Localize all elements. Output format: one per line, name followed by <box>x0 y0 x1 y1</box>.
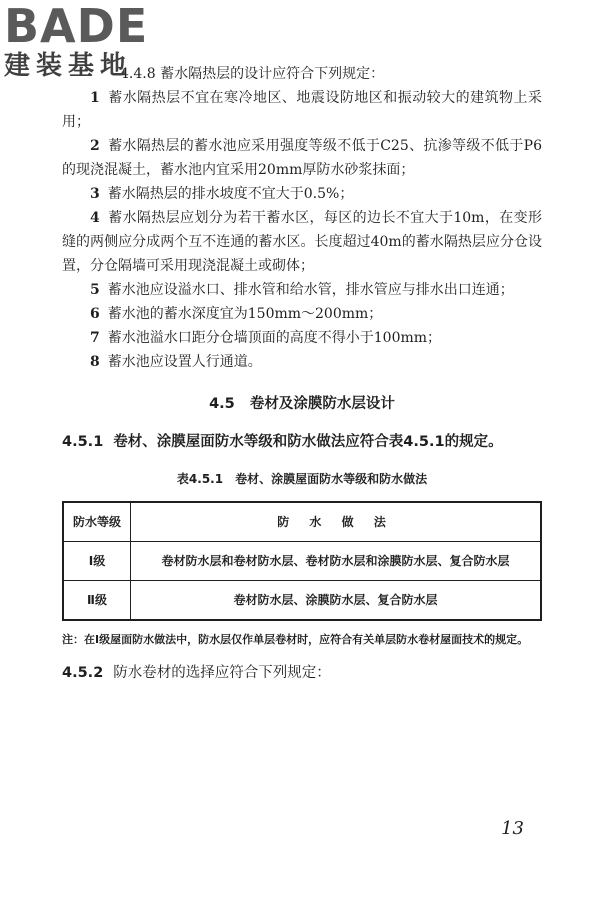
table-row <box>63 542 541 581</box>
list-item-number: 1 <box>90 90 100 106</box>
clause-4-5-1 <box>62 430 542 455</box>
table-header-row <box>63 502 541 542</box>
list-item-text: 蓄水池溢水口距分仓墙顶面的高度不得小于100mm； <box>107 330 442 346</box>
list-item-number: 6 <box>90 306 100 322</box>
list-item-number: 2 <box>90 138 100 154</box>
list-item-text: 蓄水隔热层不宜在寒冷地区、地震设防地区和振动较大的建筑物上采用； <box>62 90 542 130</box>
clause-text: 防水卷材的选择应符合下列规定： <box>113 665 331 681</box>
clause-text: 卷材、涂膜屋面防水等级和防水做法应符合表4.5.1的规定。 <box>113 434 503 450</box>
table-cell-method: 卷材防水层和卷材防水层、卷材防水层和涂膜防水层、复合防水层 <box>131 542 542 581</box>
list-item <box>62 182 542 206</box>
waterproof-level-table <box>62 501 542 621</box>
section-heading <box>62 392 542 416</box>
table-header-level: 防水等级 <box>63 502 131 542</box>
table-header-method: 防 水 做 法 <box>131 502 542 542</box>
list-item-number: 4 <box>90 210 100 226</box>
clause-number: 4.5.1 <box>62 434 104 450</box>
list-item-number: 8 <box>90 354 100 370</box>
clause-4-5-2 <box>62 661 542 686</box>
document-body <box>62 62 542 686</box>
list-item-text: 蓄水隔热层应划分为若干蓄水区，每区的边长不宜大于10m，在变形缝的两侧应分成两个互不连通的蓄水区。长度超过40m的蓄水隔热层应分仓设置，分仓隔墙可采用现浇混凝土或砌体； <box>62 210 542 274</box>
list-item-text: 蓄水池应设置人行通道。 <box>107 354 262 370</box>
list-item-text: 蓄水池的蓄水深度宜为150mm～200mm； <box>107 306 383 322</box>
table-note: 注：在Ⅰ级屋面防水做法中，防水层仅作单层卷材时，应符合有关单层防水卷材屋面技术的规定。 <box>62 633 529 646</box>
brand-logo <box>4 2 184 92</box>
section-number: 4.5 <box>209 396 235 412</box>
table-cell-level: Ⅱ级 <box>63 581 131 621</box>
section-title: 卷材及涂膜防水层设计 <box>249 396 395 412</box>
list-item-number: 7 <box>90 330 100 346</box>
list-item <box>62 86 542 134</box>
list-item <box>62 350 542 374</box>
logo-subtitle-text: 建装基地 <box>4 51 133 81</box>
list-item <box>62 302 542 326</box>
table-row <box>63 581 541 621</box>
list-item-text: 蓄水隔热层的排水坡度不宜大于0.5%； <box>107 186 354 202</box>
list-item-number: 3 <box>90 186 100 202</box>
list-item-text: 蓄水池应设溢水口、排水管和给水管，排水管应与排水出口连通； <box>107 282 514 298</box>
list-item <box>62 134 542 182</box>
intro-clause: 4.4.8 蓄水隔热层的设计应符合下列规定： <box>120 66 385 82</box>
list-item <box>62 278 542 302</box>
table-caption: 表4.5.1 卷材、涂膜屋面防水等级和防水做法 <box>176 472 428 486</box>
list-item-number: 5 <box>90 282 100 298</box>
list-item <box>62 326 542 350</box>
clause-number: 4.5.2 <box>62 665 104 681</box>
table-cell-level: Ⅰ级 <box>63 542 131 581</box>
table-cell-method: 卷材防水层、涂膜防水层、复合防水层 <box>131 581 542 621</box>
page-number: 13 <box>501 818 524 839</box>
list-item-text: 蓄水隔热层的蓄水池应采用强度等级不低于C25、抗渗等级不低于P6的现浇混凝土，蓄水池内宜采用20mm厚防水砂浆抹面； <box>62 138 542 178</box>
list-item <box>62 206 542 278</box>
logo-brand-text: BADE <box>4 0 149 53</box>
